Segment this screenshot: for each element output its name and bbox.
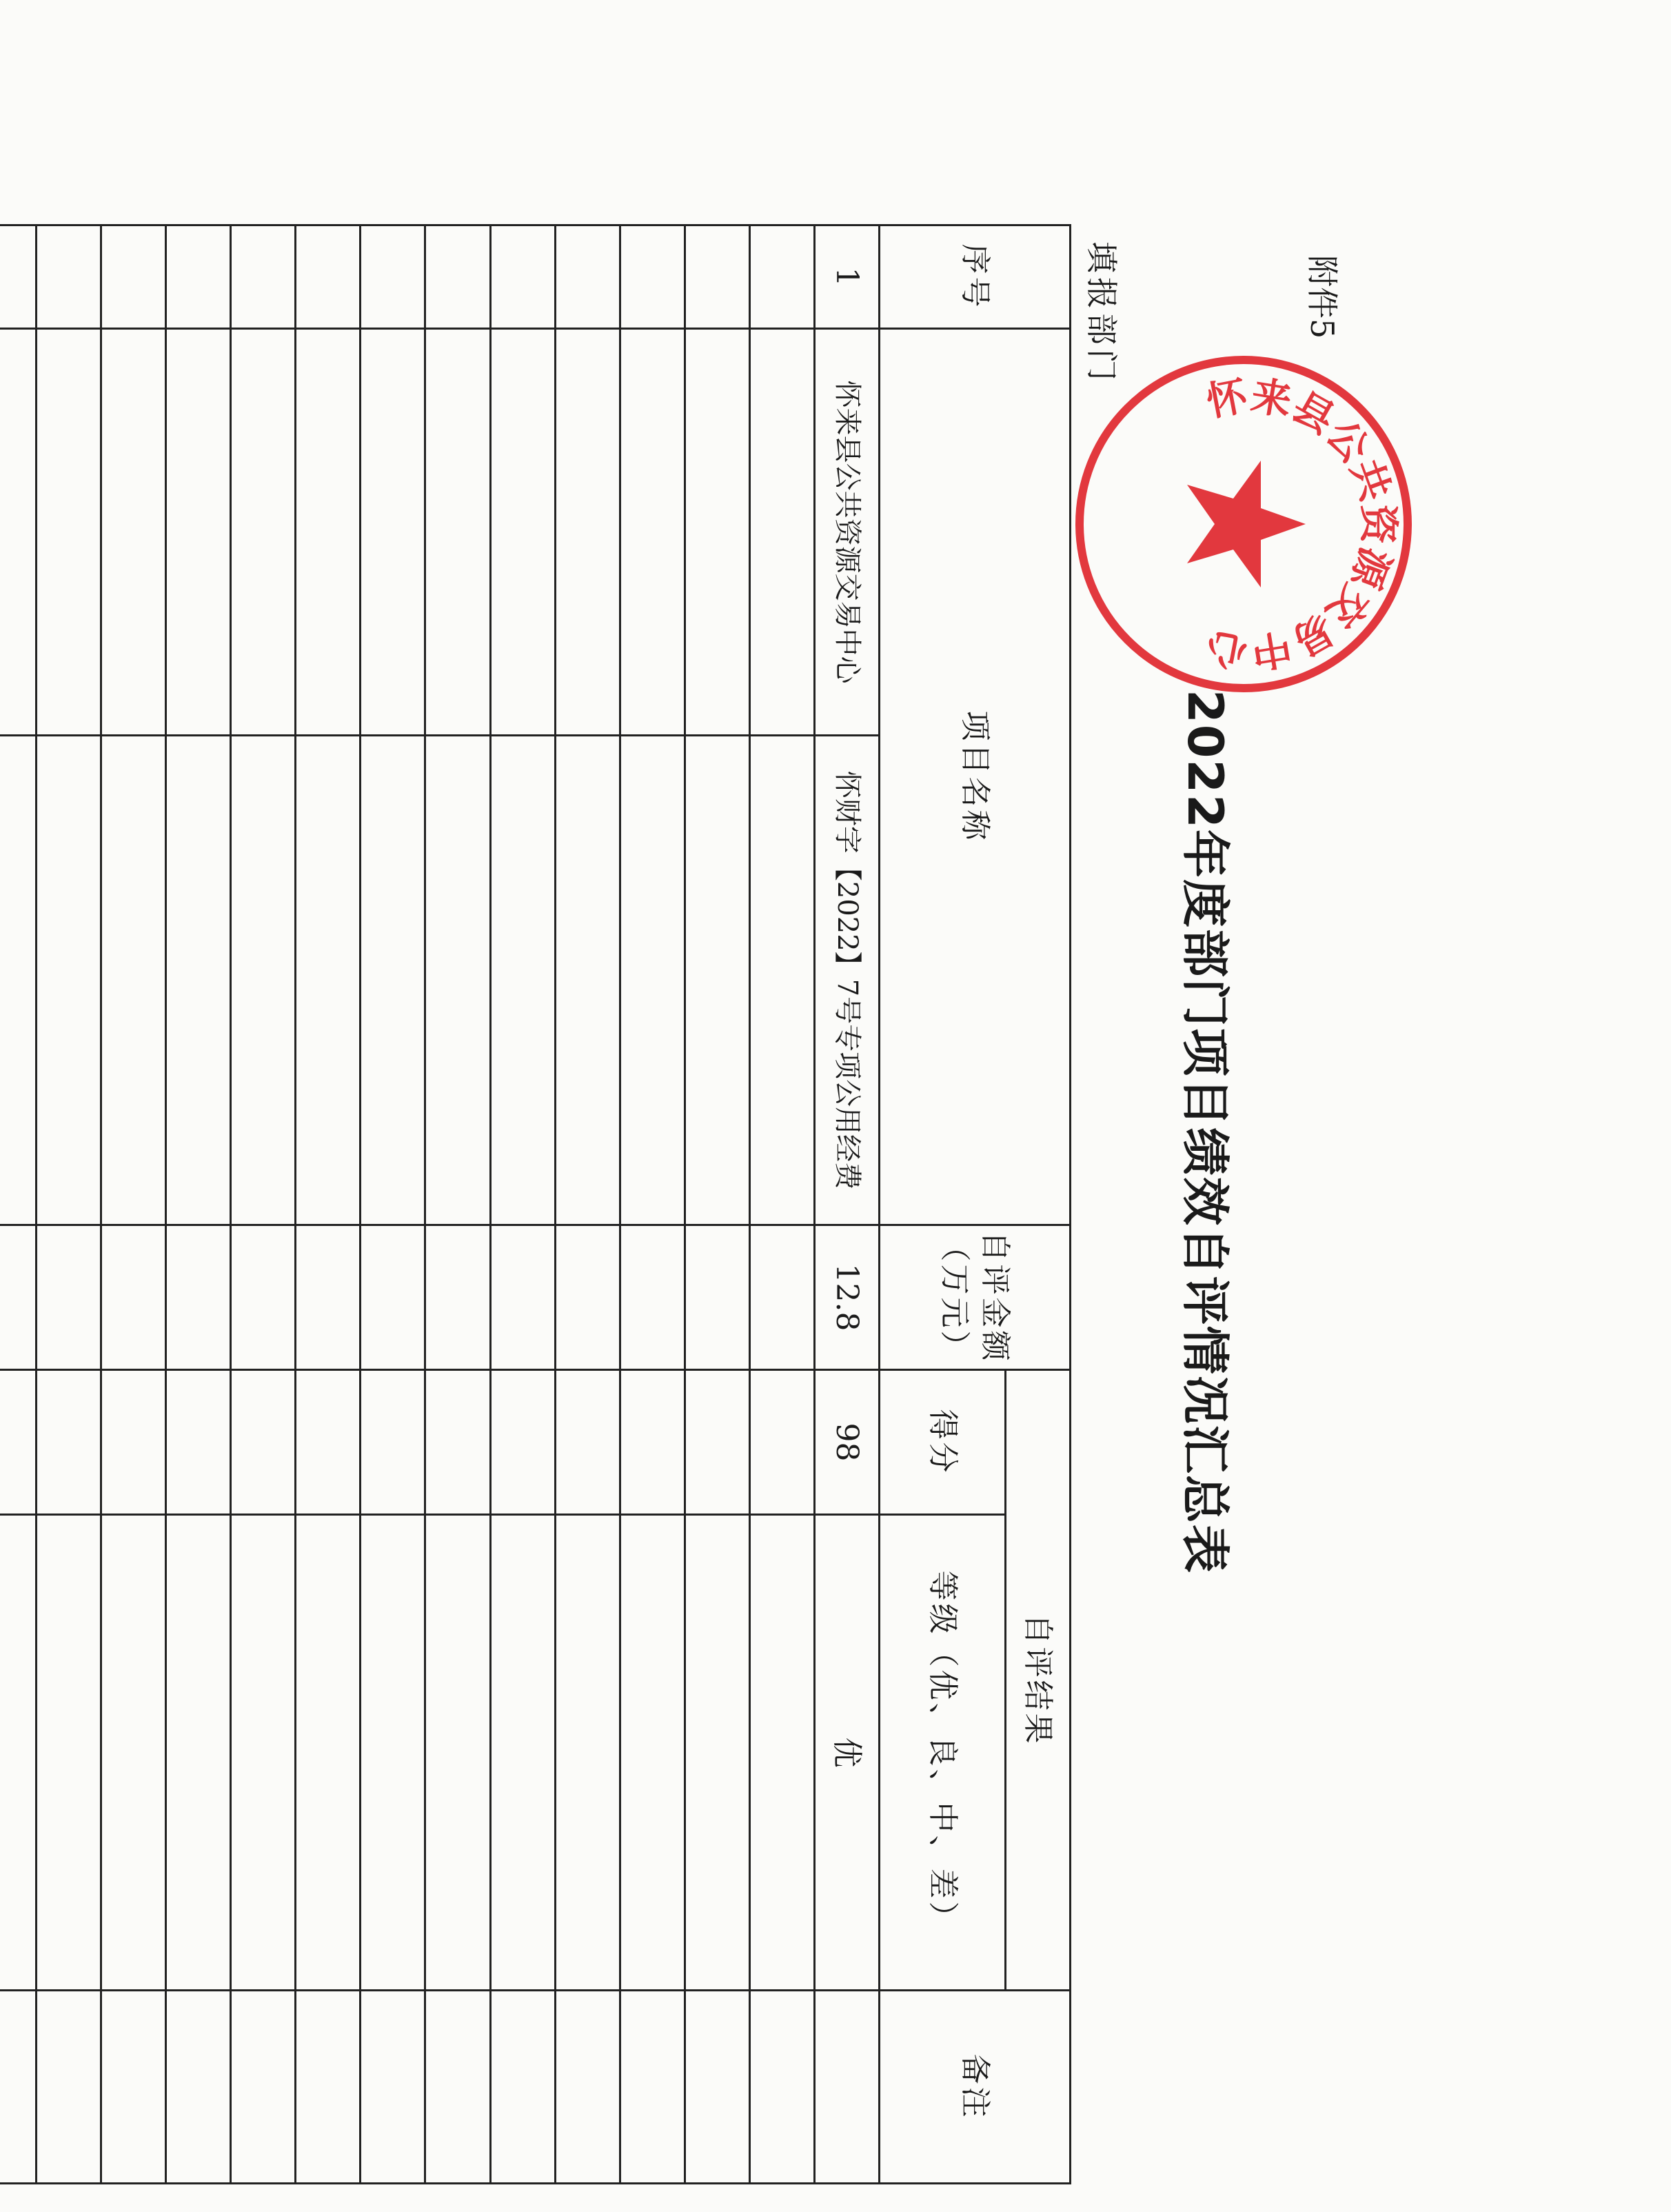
row-project: 怀财字【2022】7号专项公用经费: [815, 736, 880, 1225]
empty-row: [620, 225, 685, 2184]
header-grade: 等级（优、良、中、差）: [880, 1515, 1006, 1991]
header-project-name: 项目名称: [880, 329, 1071, 1225]
empty-row: [101, 225, 165, 2184]
seal-star-icon: [1187, 461, 1306, 587]
row-amount: 12.8: [815, 1225, 880, 1370]
empty-row: [685, 225, 749, 2184]
empty-row: [425, 225, 490, 2184]
empty-row: [296, 225, 361, 2184]
header-row-1: [1005, 225, 1070, 2184]
header-score: 得分: [880, 1370, 1006, 1515]
seal-ring: [1080, 360, 1408, 688]
empty-row: [36, 225, 101, 2184]
attachment-label: 附件5: [1304, 255, 1341, 339]
header-index: 序号: [880, 225, 1071, 329]
row-score: 98: [815, 1370, 880, 1515]
official-seal: [1071, 352, 1416, 696]
row-department: 怀来县公共资源交易中心: [815, 329, 880, 736]
header-result-group: 自评结果: [1005, 1370, 1070, 1991]
page-title: 2022年度部门项目绩效自评情况汇总表: [1177, 690, 1233, 1574]
row-remarks: [815, 1991, 880, 2184]
seal-text: 怀来县公共资源交易中心: [1202, 372, 1402, 676]
empty-row: [749, 225, 814, 2184]
empty-row: [361, 225, 425, 2184]
summary-table: [0, 224, 1071, 2184]
department-label: 填报部门: [1083, 241, 1120, 385]
empty-row: [166, 225, 231, 2184]
row-index: 1: [815, 225, 880, 329]
empty-row: [0, 225, 36, 2184]
header-remarks: 备注: [880, 1991, 1071, 2184]
header-amount: 自评金额（万元）: [880, 1225, 1071, 1370]
empty-row: [231, 225, 296, 2184]
empty-row: [490, 225, 555, 2184]
table-row: [815, 225, 880, 2184]
empty-row: [555, 225, 620, 2184]
row-grade: 优: [815, 1515, 880, 1991]
